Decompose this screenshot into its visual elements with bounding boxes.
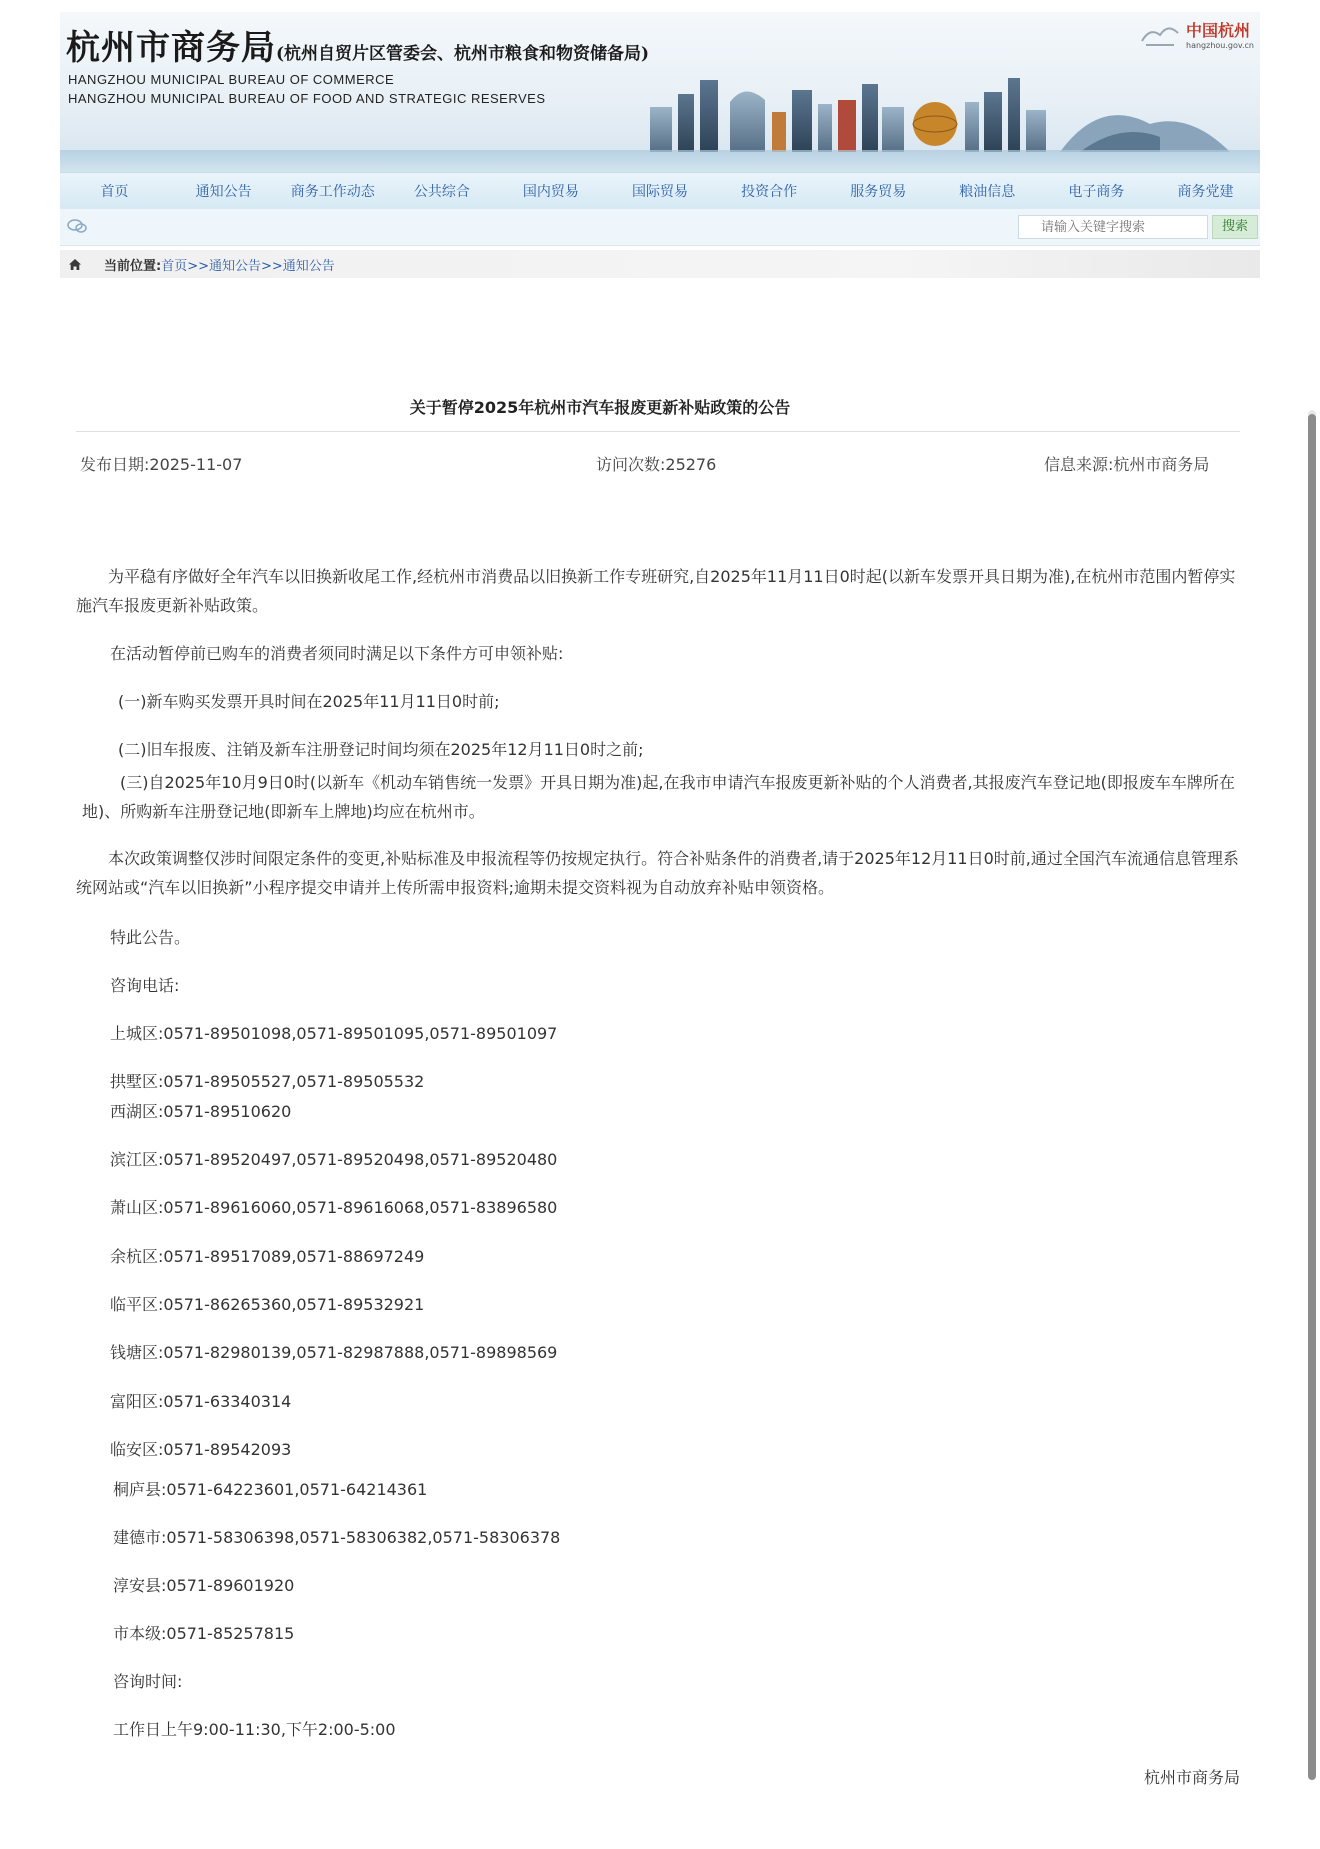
hotline-yuhang: 余杭区:0571-89517089,0571-88697249 [110,1247,425,1266]
nav-item-home[interactable]: 首页 [100,184,129,200]
publish-date: 发布日期:2025-11-07 [80,455,243,474]
hotline-jiande: 建德市:0571-58306398,0571-58306382,0571-58306378 [113,1528,561,1547]
condition-2: (二)旧车报废、注销及新车注册登记时间均须在2025年12月11日0时之前; [118,740,644,759]
hotline-xihu: 西湖区:0571-89510620 [110,1102,292,1121]
nav-item-notices[interactable]: 通知公告 [195,184,252,200]
consult-hours: 工作日上午9:00-11:30,下午2:00-5:00 [113,1720,396,1739]
site-title: 杭州市商务局(杭州自贸片区管委会、杭州市粮食和物资储备局) [66,28,650,68]
breadcrumb-label: 当前位置: [104,258,162,274]
search-button[interactable]: 搜索 [1212,215,1258,239]
nav-item-service-trade[interactable]: 服务贸易 [850,184,907,200]
paragraph-conditions: 在活动暂停前已购车的消费者须同时满足以下条件方可申领补贴: [110,644,564,663]
nav-item-party-building[interactable]: 商务党建 [1177,184,1234,200]
page-header [60,12,1260,278]
signature: 杭州市商务局 [1144,1768,1241,1787]
visit-count: 访问次数:25276 [596,455,717,474]
notice-text: 特此公告。 [110,928,191,947]
logo-url: hangzhou.gov.cn [1186,41,1254,50]
hotline-gongshu: 拱墅区:0571-89505527,0571-89505532 [110,1072,425,1091]
hours-label: 咨询时间: [113,1672,183,1691]
breadcrumb [60,250,1260,278]
site-english-name-2: HANGZHOU MUNICIPAL BUREAU OF FOOD AND STRATEGIC RESERVES [68,91,546,106]
info-source: 信息来源:杭州市商务局 [1044,455,1210,474]
hotline-xiaoshan: 萧山区:0571-89616060,0571-89616068,0571-83896580 [110,1198,558,1217]
hotline-city-level: 市本级:0571-85257815 [113,1624,295,1643]
chat-bubble-icon[interactable] [66,217,88,235]
nav-item-intl-trade[interactable]: 国际贸易 [632,184,689,200]
hotline-shangcheng: 上城区:0571-89501098,0571-89501095,0571-89501097 [110,1024,558,1043]
hotline-fuyang: 富阳区:0571-63340314 [110,1392,292,1411]
paragraph-intro: 为平稳有序做好全年汽车以旧换新收尾工作,经杭州市消费品以旧换新工作专班研究,自2025年11月11日0时起(以新车发票开具日期为准),在杭州市范围内暂停实施汽车报废更新补贴政策。 [76,567,1236,615]
water-reflection [60,150,1260,172]
paragraph-adjustment: 本次政策调整仅涉时间限定条件的变更,补贴标准及申报流程等仍按规定执行。符合补贴条件的消费者,请于2025年12月11日0时前,通过全国汽车流通信息管理系统网站或“汽车以旧换新”小程序提交申请并上传所需申报资料;逾期未提交资料视为自动放弃补贴申领资格。 [76,849,1239,897]
nav-item-ecommerce[interactable]: 电子商务 [1068,184,1125,200]
search-bar [60,209,1260,246]
nav-item-public[interactable]: 公共综合 [413,184,470,200]
hotline-binjiang: 滨江区:0571-89520497,0571-89520498,0571-89520480 [110,1150,558,1169]
breadcrumb-path[interactable]: 首页>>通知公告>>通知公告 [161,258,335,274]
logo-text: 中国杭州 [1186,21,1251,40]
hotline-tonglu: 桐庐县:0571-64223601,0571-64214361 [113,1480,428,1499]
site-english-name-1: HANGZHOU MUNICIPAL BUREAU OF COMMERCE [68,72,395,87]
nav-item-domestic-trade[interactable]: 国内贸易 [522,184,579,200]
site-banner [60,12,1260,172]
nav-item-grain-info[interactable]: 粮油信息 [959,184,1016,200]
site-subtitle: (杭州自贸片区管委会、杭州市粮食和物资储备局) [276,44,650,64]
title-divider [76,431,1240,432]
hangzhou-logo[interactable] [1138,18,1254,50]
hangzhou-emblem-icon [1138,19,1182,49]
hotline-linan: 临安区:0571-89542093 [110,1440,292,1459]
hotline-label: 咨询电话: [110,976,180,995]
nav-item-investment[interactable]: 投资合作 [741,184,798,200]
nav-item-work-news[interactable]: 商务工作动态 [290,184,375,200]
hotline-qiantang: 钱塘区:0571-82980139,0571-82987888,0571-89898569 [110,1343,558,1362]
main-nav [60,172,1260,209]
article-title: 关于暂停2025年杭州市汽车报废更新补贴政策的公告 [409,398,791,417]
hotline-linping: 临平区:0571-86265360,0571-89532921 [110,1295,425,1314]
condition-1: (一)新车购买发票开具时间在2025年11月11日0时前; [118,692,500,711]
home-icon[interactable] [60,258,90,271]
search-input[interactable] [1018,215,1208,239]
scrollbar-thumb[interactable] [1308,414,1316,1780]
hotline-chunan: 淳安县:0571-89601920 [113,1576,295,1595]
condition-3: (三)自2025年10月9日0时(以新车《机动车销售统一发票》开具日期为准)起,在我市申请汽车报废更新补贴的个人消费者,其报废汽车登记地(即报废车车牌所在地)、所购新车注册登记地(即新车上牌地)均应在杭州市。 [82,773,1235,821]
